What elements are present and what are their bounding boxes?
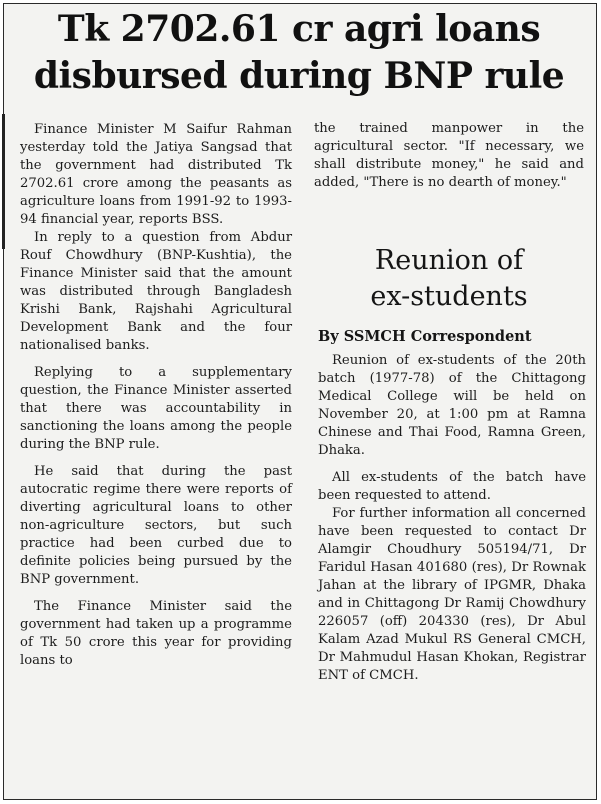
second-story-title-line-1: Reunion of [374, 245, 524, 276]
main-story-paragraph-2: In reply to a question from Abdur Rouf Chowdhury (BNP-Kushtia), the Finance Minister said that the amount was distributed through Bangladesh Krishi Bank, Rajshahi Agricultural Development Bank and the four nationalised banks. [20, 230, 292, 353]
second-story-byline: By SSMCH Correspondent [318, 328, 532, 345]
main-story-paragraph-4: He said that during the past autocratic regime there were reports of diverting agricultural loans to other non-agriculture sectors, but such practice had been curbed due to definite policies being pursued by the BNP government. [20, 464, 292, 587]
second-story-title-line-2: ex-students [370, 281, 528, 312]
main-story-continuation [314, 120, 584, 192]
second-story-column [318, 352, 586, 685]
main-story-paragraph-1: Finance Minister M Saifur Rahman yesterday told the Jatiya Sangsad that the government had distributed Tk 2702.61 crore among the peasants as agriculture loans from 1991-92 to 1993-94 financial year, reports BSS. [20, 122, 292, 227]
headline-line-2: disbursed during BNP rule [33, 55, 565, 97]
second-story-paragraph-3: For further information all concerned have been requested to contact Dr Alamgir Choudhury 505194/71, Dr Faridul Hasan 401680 (res), Dr Rownak Jahan at the library of IPGMR, Dhaka and in Chittagong Dr Ramij Chowdhury 226057 (off) 204330 (res), Dr Abul Kalam Azad Mukul RS General CMCH, Dr Mahmudul Hasan Khokan, Registrar ENT of CMCH. [318, 506, 586, 683]
headline-line-1: Tk 2702.61 cr agri loans [57, 8, 541, 50]
second-story-paragraph-2: All ex-students of the batch have been requested to attend. [318, 470, 586, 503]
headline [14, 6, 584, 100]
main-story-paragraph-5: The Finance Minister said the government had taken up a programme of Tk 50 crore this year for providing loans to [20, 599, 292, 668]
main-story-continuation-text: the trained manpower in the agricultural sector. "If necessary, we shall distribute money," he said and added, "There is no dearth of money." [314, 121, 584, 190]
main-story-column [20, 121, 292, 670]
margin-rule [2, 114, 5, 249]
second-story-title [312, 243, 586, 315]
main-story-paragraph-3: Replying to a supplementary question, the Finance Minister asserted that there was accountability in sanctioning the loans among the people during the BNP rule. [20, 365, 292, 452]
second-story-paragraph-1: Reunion of ex-students of the 20th batch (1977-78) of the Chittagong Medical College will be held on November 20, at 1:00 pm at Ramna Chinese and Thai Food, Ramna Green, Dhaka. [318, 353, 586, 458]
